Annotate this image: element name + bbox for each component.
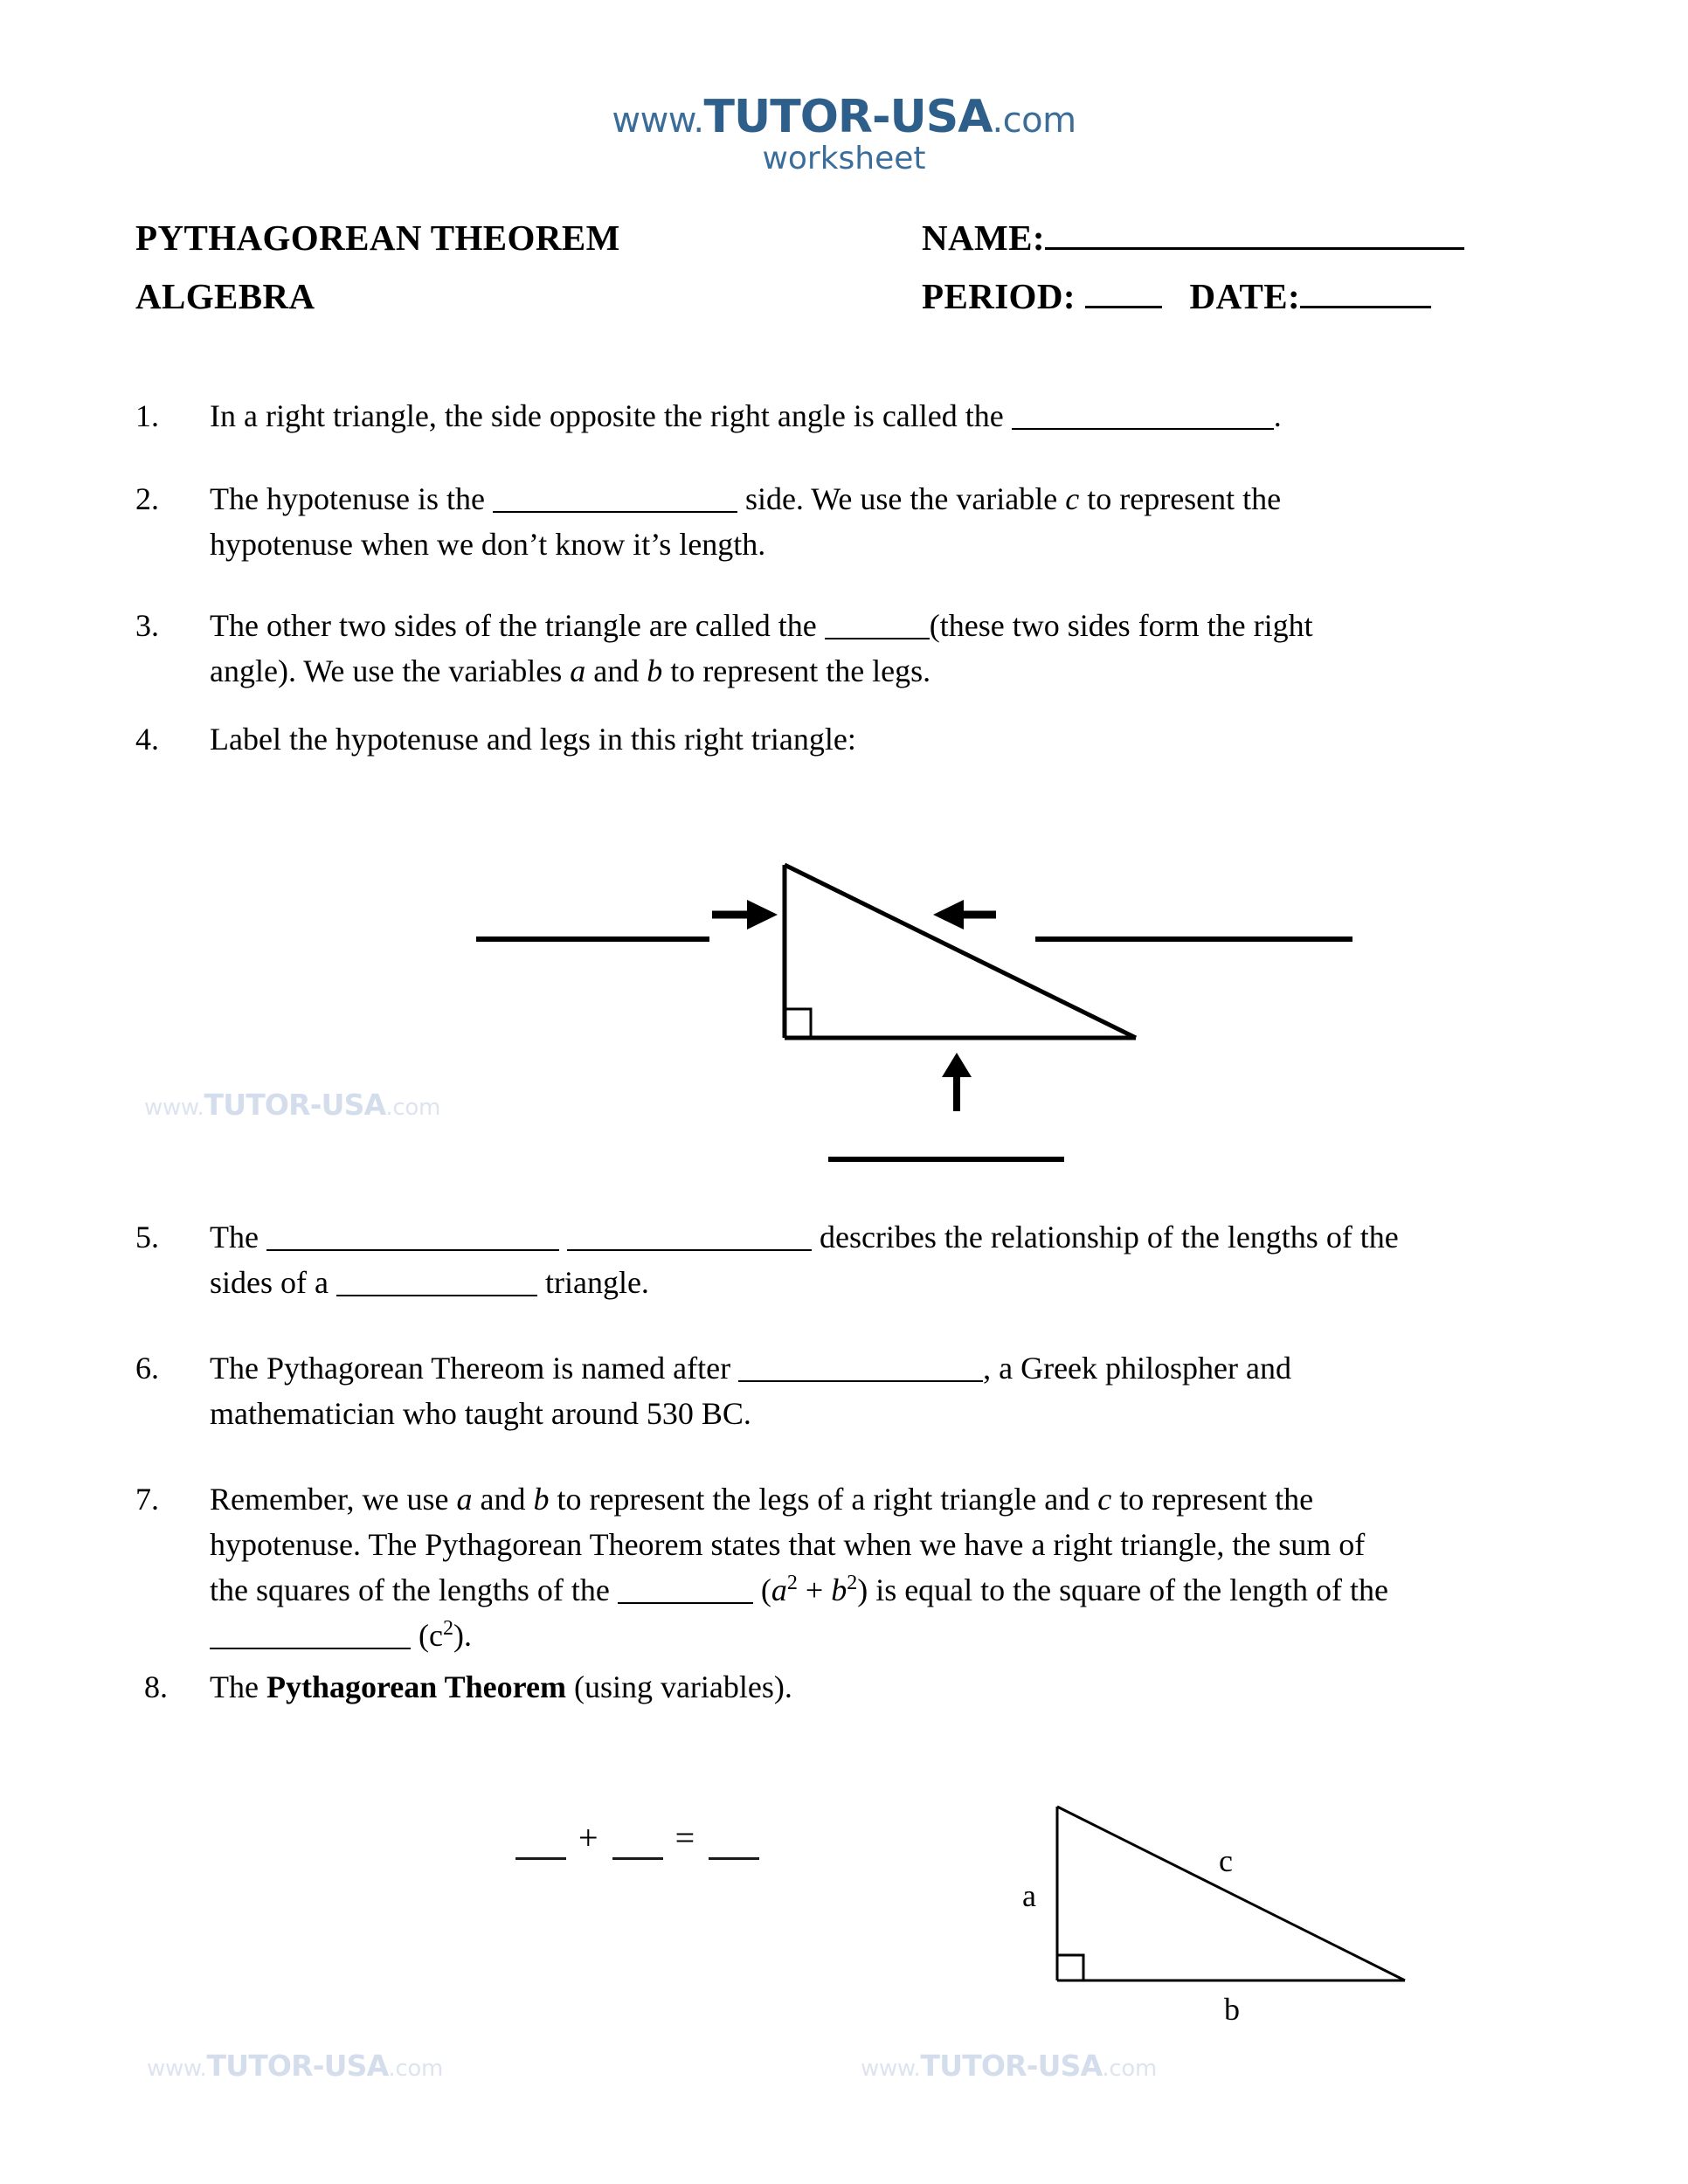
question-7-line4-open: (c [419, 1618, 443, 1653]
question-2-text-a: The hypotenuse is the [210, 481, 485, 516]
question-7-formula-open: ( [760, 1572, 771, 1607]
logo-brand: TUTOR-USA [703, 91, 993, 143]
worksheet-title: PYTHAGOREAN THEOREM [135, 218, 620, 258]
watermark-suffix: .com [1102, 2056, 1157, 2082]
watermark-prefix: www. [147, 2056, 207, 2082]
question-8-number: 8. [144, 1669, 168, 1704]
question-3-number: 3. [135, 608, 159, 643]
question-2-variable-c: c [1065, 481, 1080, 516]
question-8-body [210, 1664, 1629, 1710]
watermark-prefix: www. [861, 2056, 921, 2082]
triangle-outline-abc [1057, 1807, 1405, 1980]
date-label: DATE: [1189, 276, 1301, 316]
question-3-blank[interactable] [825, 608, 930, 639]
question-7-variable-b: b [533, 1482, 550, 1517]
watermark-suffix: .com [385, 1095, 440, 1121]
label-hypotenuse-c: c [1219, 1843, 1233, 1878]
question-1-number: 1. [135, 398, 159, 433]
period-input-blank[interactable] [1085, 306, 1162, 308]
watermark-suffix: .com [388, 2056, 443, 2082]
watermark-middle-left [144, 1088, 440, 1122]
question-4-number: 4. [135, 722, 159, 757]
question-2-blank[interactable] [493, 481, 737, 513]
question-7-formula-a: a [771, 1572, 787, 1607]
question-7-blank-2[interactable] [210, 1618, 411, 1649]
worksheet-subject: ALGEBRA [135, 276, 315, 316]
question-7-blank-1[interactable] [618, 1572, 753, 1604]
question-7-line2: hypotenuse. The Pythagorean Theorem states that when we have a right triangle, the sum of [210, 1527, 1366, 1562]
question-8-bold-term: Pythagorean Theorem [266, 1669, 566, 1704]
name-label: NAME: [922, 218, 1045, 258]
question-2-text-c: to represent the [1087, 481, 1282, 516]
equation-blank-c[interactable] [709, 1835, 759, 1860]
question-7 [135, 1476, 1621, 1658]
equation-blank-a[interactable] [515, 1835, 566, 1860]
question-7-line4-close: ). [453, 1618, 472, 1653]
right-angle-marker [785, 1009, 811, 1038]
question-6 [135, 1345, 1621, 1436]
watermark-brand: TUTOR-USA [920, 2049, 1103, 2083]
logo-url [0, 91, 1688, 143]
watermark-brand: TUTOR-USA [206, 2049, 389, 2083]
question-5-text-a: The [210, 1220, 259, 1254]
question-6-blank[interactable] [738, 1351, 983, 1382]
question-5-line2-b: triangle. [544, 1265, 649, 1300]
question-5-line2-a: sides of a [210, 1265, 329, 1300]
question-3 [135, 603, 1621, 694]
question-2-text-b: side. We use the variable [744, 481, 1058, 516]
question-6-body [210, 1345, 1621, 1436]
question-6-line2: mathematician who taught around 530 BC. [210, 1396, 751, 1431]
question-7-body [210, 1476, 1621, 1658]
label-leg-a: a [1022, 1878, 1036, 1913]
question-5-body [210, 1214, 1621, 1305]
triangle-outline [785, 865, 1136, 1038]
question-5-blank-1[interactable] [266, 1220, 559, 1251]
question-7-formula-close: ) [857, 1572, 868, 1607]
question-4 [135, 716, 1621, 762]
question-5-text-b: describes the relationship of the lengths of the [819, 1220, 1399, 1254]
question-1-text-a: In a right triangle, the side opposite the right angle is called the [210, 398, 1004, 433]
question-8-text-b: (using variables). [573, 1669, 792, 1704]
period-date-field-row [922, 275, 1431, 317]
question-5 [135, 1214, 1621, 1305]
question-7-line1-c: to represent the legs of a right triangle and [557, 1482, 1090, 1517]
logo-url-prefix: www. [612, 100, 704, 141]
watermark-prefix: www. [144, 1095, 204, 1121]
question-5-number: 5. [135, 1220, 159, 1254]
question-2-line2: hypotenuse when we don’t know it’s length. [210, 527, 766, 562]
date-input-blank[interactable] [1300, 306, 1431, 308]
right-triangle-diagram-unlabeled [437, 830, 1398, 1179]
question-7-number: 7. [135, 1482, 159, 1517]
question-2-body [210, 476, 1621, 567]
question-7-line4 [419, 1618, 472, 1653]
question-3-line2-c: to represent the legs. [670, 653, 931, 688]
question-8 [144, 1664, 1629, 1710]
question-7-line1-b: and [480, 1482, 526, 1517]
question-3-variable-a: a [570, 653, 586, 688]
arrow-right-to-left-leg [712, 900, 778, 930]
question-7-line1-a: Remember, we use [210, 1482, 449, 1517]
logo-subtitle: worksheet [762, 141, 926, 176]
question-2 [135, 476, 1621, 567]
watermark-brand: TUTOR-USA [204, 1088, 386, 1122]
question-7-formula-sup-1: 2 [786, 1572, 798, 1594]
question-7-line3-a: the squares of the lengths of the [210, 1572, 610, 1607]
question-3-variable-b: b [647, 653, 663, 688]
question-7-line3-b: is equal to the square of the length of the [875, 1572, 1389, 1607]
right-triangle-diagram-labeled [979, 1738, 1415, 2027]
pythagorean-equation-blanks [515, 1818, 759, 1867]
arrow-up-to-bottom-leg [942, 1053, 972, 1111]
watermark-bottom-center [861, 2049, 1157, 2083]
question-7-variable-c: c [1097, 1482, 1112, 1517]
question-7-formula [761, 1572, 868, 1607]
question-6-number: 6. [135, 1351, 159, 1386]
name-field-row [922, 217, 1464, 259]
arrow-left-to-hypotenuse [933, 900, 996, 930]
period-label: PERIOD: [922, 276, 1076, 316]
question-1-text-b: . [1273, 398, 1282, 433]
question-5-blank-2[interactable] [567, 1220, 812, 1251]
name-input-blank[interactable] [1045, 247, 1464, 250]
question-7-formula-sup-2: 2 [847, 1572, 858, 1594]
question-5-blank-3[interactable] [336, 1265, 537, 1296]
equation-equals-sign: = [675, 1818, 697, 1857]
question-3-text-a: The other two sides of the triangle are called the [210, 608, 817, 643]
question-3-line2-a: angle). We use the variables [210, 653, 563, 688]
question-7-formula-b: b [831, 1572, 847, 1607]
question-3-line2-b: and [593, 653, 640, 688]
question-1 [135, 393, 1621, 439]
question-2-number: 2. [135, 481, 159, 516]
question-1-body [210, 393, 1621, 439]
question-7-variable-a: a [456, 1482, 473, 1517]
question-3-body [210, 603, 1621, 694]
label-leg-b: b [1224, 1992, 1240, 2027]
question-4-text: Label the hypotenuse and legs in this right triangle: [210, 722, 856, 757]
equation-blank-b[interactable] [612, 1835, 663, 1860]
question-7-line4-sup: 2 [442, 1617, 453, 1640]
question-8-text-a: The [210, 1669, 259, 1704]
logo-url-suffix: .com [992, 100, 1076, 141]
equation-plus-sign: + [578, 1818, 600, 1857]
question-6-text-b: , a Greek philospher and [983, 1351, 1291, 1386]
question-7-formula-plus: + [797, 1572, 832, 1607]
question-7-line1-d: to represent the [1119, 1482, 1314, 1517]
question-1-blank[interactable] [1012, 398, 1274, 430]
question-3-text-b: (these two sides form the right [929, 608, 1313, 643]
watermark-bottom-left [147, 2049, 443, 2083]
site-logo [0, 91, 1688, 176]
right-angle-marker-abc [1057, 1955, 1083, 1980]
question-6-text-a: The Pythagorean Thereom is named after [210, 1351, 731, 1386]
